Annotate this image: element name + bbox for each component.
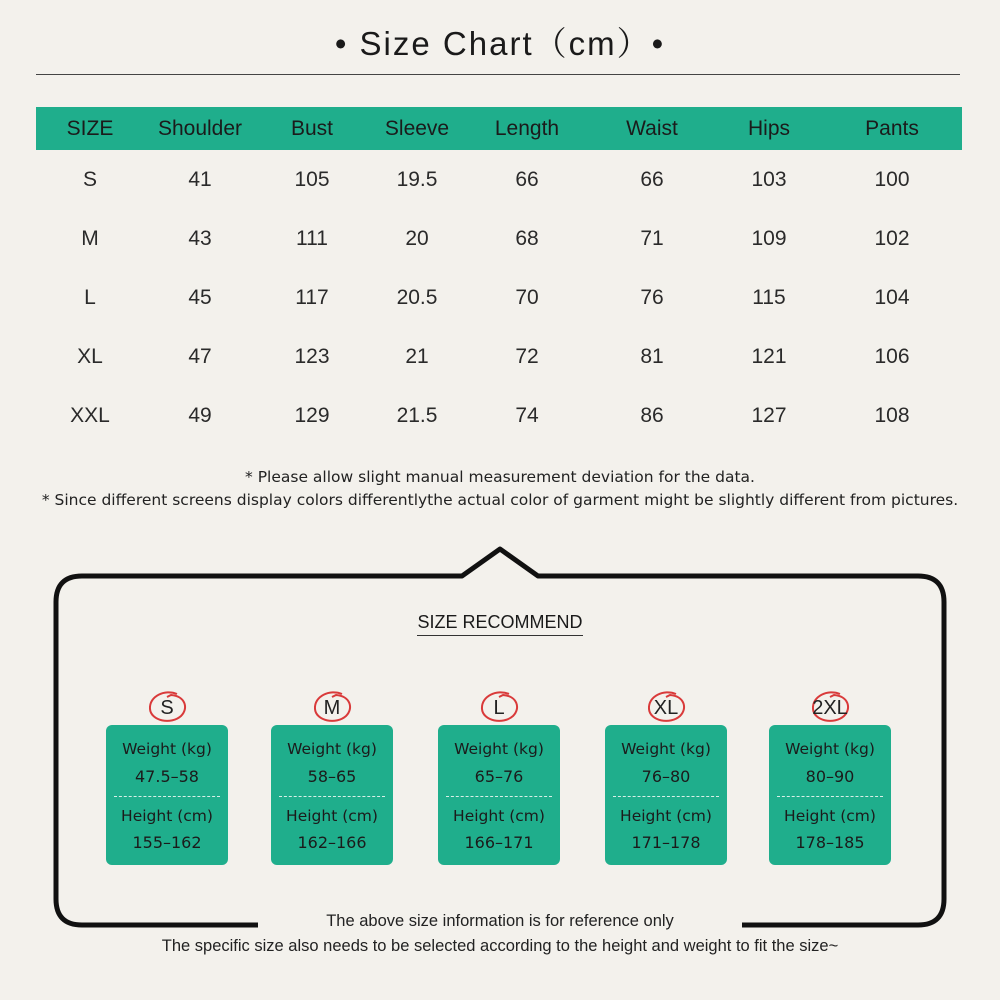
table-cell: 21.5 (396, 403, 438, 427)
table-cell: 20 (405, 226, 429, 250)
table-cell: XXL (70, 403, 110, 427)
table-cell: 86 (640, 403, 664, 427)
weight-label: Weight (kg) (785, 740, 875, 758)
height-range: 171–178 (631, 833, 701, 852)
table-cell: 72 (515, 344, 539, 368)
header-size: SIZE (36, 107, 144, 150)
header-bust: Bust (256, 107, 368, 150)
header-waist: Waist (588, 107, 716, 150)
weight-label: Weight (kg) (122, 740, 212, 758)
height-label: Height (cm) (453, 807, 545, 825)
table-cell: M (81, 226, 99, 250)
table-cell: 111 (296, 226, 328, 250)
height-range: 162–166 (297, 833, 367, 852)
weight-range: 80–90 (805, 767, 855, 786)
table-cell: S (82, 167, 97, 191)
table-cell: 74 (515, 403, 539, 427)
table-cell: 70 (515, 285, 539, 309)
size-card-m (271, 688, 393, 852)
header-sleeve: Sleeve (368, 107, 466, 150)
note-deviation: * Please allow slight manual measurement deviation for the data. (245, 468, 755, 486)
weight-label: Weight (kg) (287, 740, 377, 758)
table-cell: 43 (188, 226, 212, 250)
weight-range: 76–80 (641, 767, 691, 786)
size-label: M (271, 688, 393, 728)
size-label: 2XL (769, 688, 891, 728)
height-range: 166–171 (464, 833, 534, 852)
weight-range: 65–76 (474, 767, 524, 786)
size-label: S (106, 688, 228, 728)
height-range: 178–185 (795, 833, 865, 852)
card-divider (613, 796, 719, 797)
table-cell: 100 (874, 167, 910, 191)
size-card-xl (605, 688, 727, 852)
table-cell: 121 (751, 344, 787, 368)
size-label: XL (605, 688, 727, 728)
table-cell: XL (77, 344, 103, 368)
table-cell: 20.5 (396, 285, 438, 309)
size-card-l (438, 688, 560, 852)
size-card-s (106, 688, 228, 852)
table-cell: 19.5 (396, 167, 438, 191)
height-label: Height (cm) (620, 807, 712, 825)
table-cell: 115 (752, 285, 786, 309)
size-card-body (769, 725, 891, 865)
header-hips: Hips (716, 107, 822, 150)
card-divider (777, 796, 883, 797)
table-cell: 117 (295, 285, 329, 309)
table-cell: 68 (515, 226, 539, 250)
size-card-body (106, 725, 228, 865)
weight-range: 58–65 (307, 767, 357, 786)
height-label: Height (cm) (784, 807, 876, 825)
card-divider (279, 796, 385, 797)
table-cell: 49 (188, 403, 212, 427)
card-divider (446, 796, 552, 797)
weight-label: Weight (kg) (621, 740, 711, 758)
table-cell: 129 (294, 403, 330, 427)
height-label: Height (cm) (121, 807, 213, 825)
size-recommend-title: SIZE RECOMMEND (0, 612, 1000, 633)
size-card-body (605, 725, 727, 865)
table-cell: 105 (294, 167, 330, 191)
height-label: Height (cm) (286, 807, 378, 825)
fit-advice-note: The specific size also needs to be selected according to the height and weight to fit the size~ (161, 937, 839, 955)
weight-label: Weight (kg) (454, 740, 544, 758)
table-cell: 102 (874, 226, 910, 250)
table-cell: 81 (640, 344, 664, 368)
note-color: * Since different screens display colors differentlythe actual color of garment might be slightly different from pictures. (41, 491, 959, 509)
table-cell: 21 (405, 344, 429, 368)
height-range: 155–162 (132, 833, 202, 852)
size-card-2xl (769, 688, 891, 852)
table-cell: 66 (515, 167, 539, 191)
table-cell: 71 (640, 226, 664, 250)
page-title: • Size Chart（cm）• (334, 25, 666, 62)
table-cell: 123 (294, 344, 330, 368)
table-cell: 76 (640, 285, 664, 309)
reference-note: The above size information is for reference only (326, 912, 674, 930)
header-pants: Pants (822, 107, 962, 150)
weight-range: 47.5–58 (135, 767, 199, 786)
table-cell: L (84, 285, 96, 309)
header-length: Length (466, 107, 588, 150)
card-divider (114, 796, 220, 797)
size-card-body (271, 725, 393, 865)
header-shoulder: Shoulder (144, 107, 256, 150)
table-cell: 66 (640, 167, 664, 191)
table-cell: 47 (188, 344, 212, 368)
table-cell: 41 (188, 167, 212, 191)
table-cell: 103 (751, 167, 787, 191)
size-label: L (438, 688, 560, 728)
table-cell: 106 (874, 344, 910, 368)
table-cell: 109 (751, 226, 787, 250)
size-card-body (438, 725, 560, 865)
table-cell: 127 (751, 403, 787, 427)
table-cell: 45 (188, 285, 212, 309)
table-cell: 108 (874, 403, 910, 427)
table-cell: 104 (874, 285, 910, 309)
